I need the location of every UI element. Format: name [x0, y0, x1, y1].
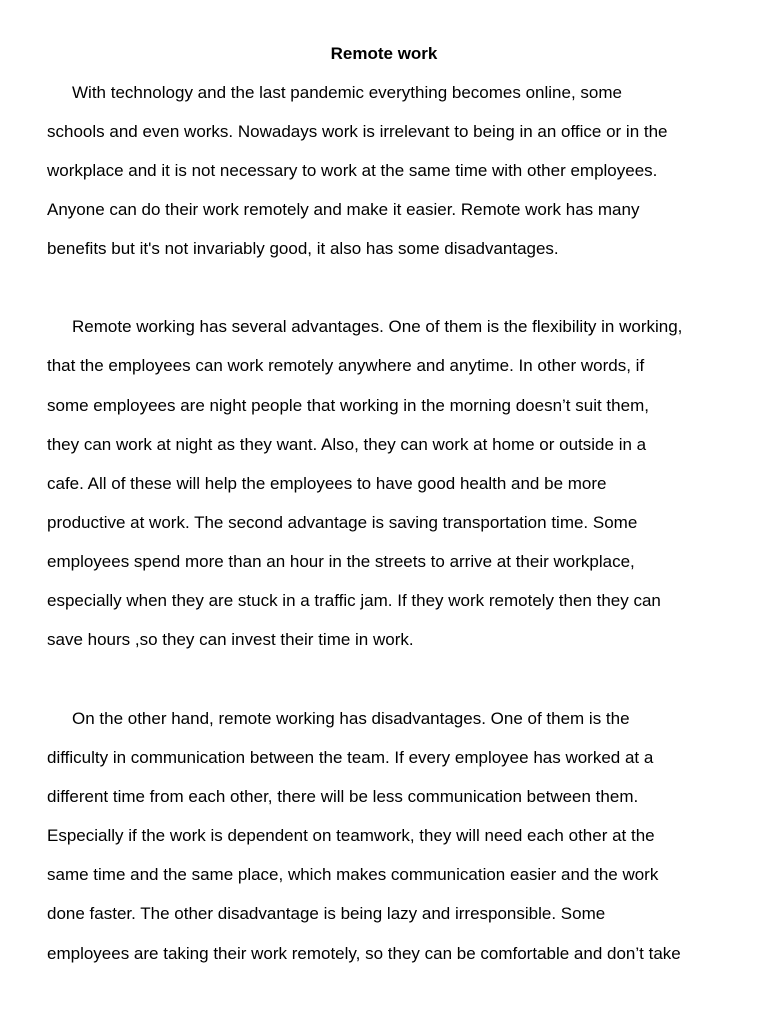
paragraph-2-line-3: some employees are night people that working in the morning doesn’t suit them,: [47, 396, 649, 415]
paragraph-1-line-1: With technology and the last pandemic everything becomes online, some: [72, 83, 622, 102]
paragraph-1-line-2: schools and even works. Nowadays work is irrelevant to being in an office or in the: [47, 122, 668, 141]
paragraph-2-line-1: Remote working has several advantages. One of them is the flexibility in working,: [72, 317, 683, 336]
paragraph-3-line-2: difficulty in communication between the team. If every employee has worked at a: [47, 748, 654, 767]
paragraph-2-line-4: they can work at night as they want. Also, they can work at home or outside in a: [47, 435, 647, 454]
paragraph-2-line-9: save hours ,so they can invest their time in work.: [47, 630, 414, 649]
paragraph-3-line-5: same time and the same place, which makes communication easier and the work: [47, 865, 659, 884]
paragraph-3-line-1: On the other hand, remote working has disadvantages. One of them is the: [72, 709, 630, 728]
paragraph-1-line-4: Anyone can do their work remotely and make it easier. Remote work has many: [47, 200, 640, 219]
paragraph-3-line-4: Especially if the work is dependent on teamwork, they will need each other at the: [47, 826, 655, 845]
paragraph-1-line-5: benefits but it's not invariably good, it also has some disadvantages.: [47, 239, 559, 258]
paragraph-2-line-6: productive at work. The second advantage is saving transportation time. Some: [47, 513, 638, 532]
document-title: Remote work: [330, 44, 438, 63]
paragraph-2-line-7: employees spend more than an hour in the streets to arrive at their workplace,: [47, 552, 635, 571]
paragraph-2-line-8: especially when they are stuck in a traffic jam. If they work remotely then they can: [47, 591, 661, 610]
paragraph-3-line-3: different time from each other, there will be less communication between them.: [47, 787, 639, 806]
paragraph-2-line-5: cafe. All of these will help the employees to have good health and be more: [47, 474, 607, 493]
paragraph-1-line-3: workplace and it is not necessary to work at the same time with other employees.: [47, 161, 658, 180]
paragraph-3-line-6: done faster. The other disadvantage is being lazy and irresponsible. Some: [47, 904, 606, 923]
paragraph-3-line-7: employees are taking their work remotely, so they can be comfortable and don’t take: [47, 944, 681, 963]
paragraph-2-line-2: that the employees can work remotely anywhere and anytime. In other words, if: [47, 356, 645, 375]
